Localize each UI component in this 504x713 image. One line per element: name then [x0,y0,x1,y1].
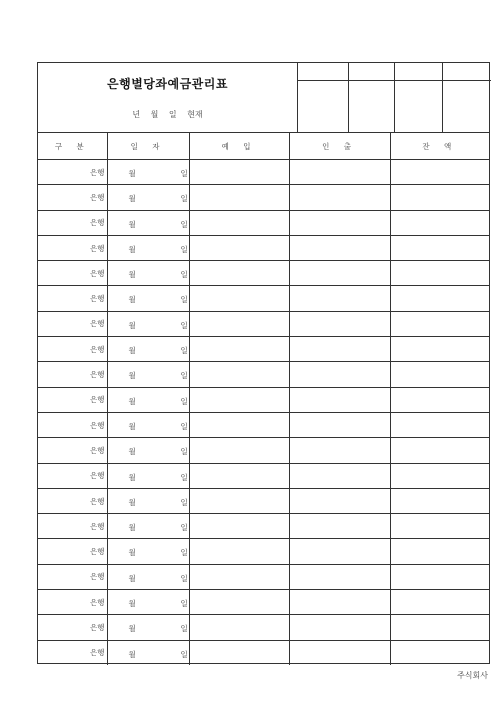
bank-label: 은행 [90,294,105,304]
withdrawal-cell[interactable] [289,438,390,463]
column-header-date: 일 자 [107,133,189,160]
withdrawal-cell[interactable] [289,261,390,286]
table-row [38,488,489,513]
form-title: 은행별당좌예금관리표 [107,77,228,91]
bank-label: 은행 [90,218,105,228]
table-row [38,590,489,615]
as-of-year: 년 [132,110,141,119]
deposit-cell[interactable] [189,590,289,615]
bank-label: 은행 [90,648,105,658]
date-cell[interactable] [107,387,189,412]
bank-label: 은행 [90,597,105,607]
date-cell[interactable] [107,590,189,615]
balance-cell[interactable] [390,564,489,589]
bank-label: 은행 [90,167,105,177]
balance-cell[interactable] [390,160,489,185]
withdrawal-cell[interactable] [289,539,390,564]
withdrawal-cell[interactable] [289,463,390,488]
balance-cell[interactable] [390,185,489,210]
table-row [38,337,489,362]
form-header [38,63,489,133]
approval-stamp-grid [297,63,491,132]
approval-stamp-cell[interactable] [298,81,349,133]
withdrawal-cell[interactable] [289,615,390,640]
date-cell[interactable] [107,514,189,539]
date-cell[interactable] [107,438,189,463]
month-label: 월 [128,573,136,583]
withdrawal-cell[interactable] [289,387,390,412]
bank-cell[interactable] [38,160,107,185]
balance-cell[interactable] [390,311,489,336]
withdrawal-cell[interactable] [289,311,390,336]
month-label: 월 [128,295,136,305]
balance-cell[interactable] [390,438,489,463]
month-label: 월 [128,346,136,356]
deposit-cell[interactable] [189,539,289,564]
day-label: 일 [180,599,188,609]
company-suffix: 주식회사 [457,671,488,680]
table-row [38,311,489,336]
deposit-cell[interactable] [189,387,289,412]
balance-cell[interactable] [390,539,489,564]
month-label: 월 [128,472,136,482]
balance-cell[interactable] [390,261,489,286]
bank-cell[interactable] [38,590,107,615]
bank-label: 은행 [90,370,105,380]
deposit-cell[interactable] [189,286,289,311]
bank-cell[interactable] [38,438,107,463]
column-header-balance: 잔 액 [390,133,489,160]
balance-cell[interactable] [390,286,489,311]
table-row [38,412,489,437]
deposit-cell[interactable] [189,438,289,463]
deposit-cell[interactable] [189,412,289,437]
month-label: 월 [128,548,136,558]
approval-title-cell[interactable] [298,63,349,81]
bank-label: 은행 [90,395,105,405]
bank-cell[interactable] [38,337,107,362]
table-row [38,640,489,665]
withdrawal-cell[interactable] [289,337,390,362]
table-row [38,514,489,539]
withdrawal-cell[interactable] [289,564,390,589]
approval-title-cell[interactable] [395,63,443,81]
as-of-date [38,109,297,120]
bank-cell[interactable] [38,564,107,589]
deposit-cell[interactable] [189,235,289,260]
bank-label: 은행 [90,445,105,455]
balance-cell[interactable] [390,615,489,640]
date-cell[interactable] [107,337,189,362]
table-row [38,286,489,311]
month-label: 월 [128,447,136,457]
balance-cell[interactable] [390,210,489,235]
bank-cell[interactable] [38,362,107,387]
deposit-cell[interactable] [189,463,289,488]
as-of-month: 월 [150,110,159,119]
deposit-cell[interactable] [189,311,289,336]
day-label: 일 [180,194,188,204]
balance-cell[interactable] [390,640,489,665]
deposit-cell[interactable] [189,210,289,235]
table-row [38,564,489,589]
bank-label: 은행 [90,547,105,557]
day-label: 일 [180,649,188,659]
bank-cell[interactable] [38,210,107,235]
day-label: 일 [180,346,188,356]
approval-title-cell[interactable] [443,63,491,81]
table-row [38,261,489,286]
bank-label: 은행 [90,420,105,430]
bank-label: 은행 [90,521,105,531]
date-cell[interactable] [107,564,189,589]
date-cell[interactable] [107,488,189,513]
bank-label: 은행 [90,572,105,582]
day-label: 일 [180,320,188,330]
day-label: 일 [180,270,188,280]
month-label: 월 [128,523,136,533]
bank-cell[interactable] [38,412,107,437]
bank-label: 은행 [90,496,105,506]
deposit-cell[interactable] [189,488,289,513]
day-label: 일 [180,497,188,507]
balance-cell[interactable] [390,514,489,539]
bank-label: 은행 [90,622,105,632]
month-label: 월 [128,421,136,431]
deposit-cell[interactable] [189,564,289,589]
balance-cell[interactable] [390,463,489,488]
as-of-suffix: 현재 [187,110,203,119]
date-cell[interactable] [107,412,189,437]
month-label: 월 [128,396,136,406]
bank-cell[interactable] [38,286,107,311]
table-row [38,210,489,235]
date-cell[interactable] [107,311,189,336]
deposit-ledger-table [38,133,489,665]
month-label: 월 [128,244,136,254]
bank-cell[interactable] [38,488,107,513]
day-label: 일 [180,421,188,431]
day-label: 일 [180,447,188,457]
month-label: 월 [128,599,136,609]
bank-cell[interactable] [38,311,107,336]
day-label: 일 [180,219,188,229]
day-label: 일 [180,472,188,482]
deposit-cell[interactable] [189,615,289,640]
withdrawal-cell[interactable] [289,488,390,513]
date-cell[interactable] [107,615,189,640]
approval-stamp-cell[interactable] [443,81,491,133]
withdrawal-cell[interactable] [289,235,390,260]
balance-cell[interactable] [390,235,489,260]
date-cell[interactable] [107,235,189,260]
date-cell[interactable] [107,640,189,665]
table-row [38,185,489,210]
month-label: 월 [128,219,136,229]
column-header-deposit: 예 입 [189,133,289,160]
month-label: 월 [128,270,136,280]
month-label: 월 [128,624,136,634]
withdrawal-cell[interactable] [289,514,390,539]
month-label: 월 [128,497,136,507]
deposit-cell[interactable] [189,160,289,185]
withdrawal-cell[interactable] [289,640,390,665]
day-label: 일 [180,573,188,583]
approval-stamp-cell[interactable] [395,81,443,133]
withdrawal-cell[interactable] [289,412,390,437]
bank-cell[interactable] [38,185,107,210]
date-cell[interactable] [107,286,189,311]
bank-label: 은행 [90,192,105,202]
bank-cell[interactable] [38,514,107,539]
deposit-cell[interactable] [189,337,289,362]
bank-cell[interactable] [38,235,107,260]
deposit-cell[interactable] [189,640,289,665]
deposit-cell[interactable] [189,514,289,539]
bank-label: 은행 [90,319,105,329]
table-row [38,615,489,640]
deposit-cell[interactable] [189,362,289,387]
ledger-sheet [37,62,490,664]
table-row [38,463,489,488]
approval-stamp-cell[interactable] [349,81,395,133]
withdrawal-cell[interactable] [289,590,390,615]
month-label: 월 [128,371,136,381]
date-cell[interactable] [107,210,189,235]
date-cell[interactable] [107,185,189,210]
day-label: 일 [180,624,188,634]
bank-cell[interactable] [38,615,107,640]
date-cell[interactable] [107,463,189,488]
bank-cell[interactable] [38,640,107,665]
table-row [38,387,489,412]
withdrawal-cell[interactable] [289,185,390,210]
table-row [38,235,489,260]
balance-cell[interactable] [390,488,489,513]
day-label: 일 [180,548,188,558]
deposit-cell[interactable] [189,185,289,210]
balance-cell[interactable] [390,362,489,387]
balance-cell[interactable] [390,590,489,615]
day-label: 일 [180,371,188,381]
bank-label: 은행 [90,471,105,481]
withdrawal-cell[interactable] [289,160,390,185]
day-label: 일 [180,523,188,533]
day-label: 일 [180,396,188,406]
deposit-cell[interactable] [189,261,289,286]
date-cell[interactable] [107,261,189,286]
balance-cell[interactable] [390,337,489,362]
table-row [38,362,489,387]
month-label: 월 [128,169,136,178]
bank-label: 은행 [90,243,105,253]
day-label: 일 [180,169,188,178]
withdrawal-cell[interactable] [289,362,390,387]
month-label: 월 [128,194,136,204]
month-label: 월 [128,649,136,659]
day-label: 일 [180,244,188,254]
date-cell[interactable] [107,362,189,387]
date-cell[interactable] [107,539,189,564]
balance-cell[interactable] [390,387,489,412]
day-label: 일 [180,295,188,305]
balance-cell[interactable] [390,412,489,437]
bank-label: 은행 [90,268,105,278]
bank-cell[interactable] [38,261,107,286]
bank-label: 은행 [90,344,105,354]
table-row [38,438,489,463]
bank-cell[interactable] [38,387,107,412]
date-cell[interactable] [107,160,189,185]
approval-title-cell[interactable] [349,63,395,81]
bank-cell[interactable] [38,463,107,488]
table-row [38,539,489,564]
table-row [38,160,489,185]
withdrawal-cell[interactable] [289,210,390,235]
column-header-withdrawal: 인 출 [289,133,390,160]
month-label: 월 [128,320,136,330]
column-header-category: 구 분 [38,133,107,160]
bank-cell[interactable] [38,539,107,564]
withdrawal-cell[interactable] [289,286,390,311]
as-of-day: 일 [168,110,177,119]
